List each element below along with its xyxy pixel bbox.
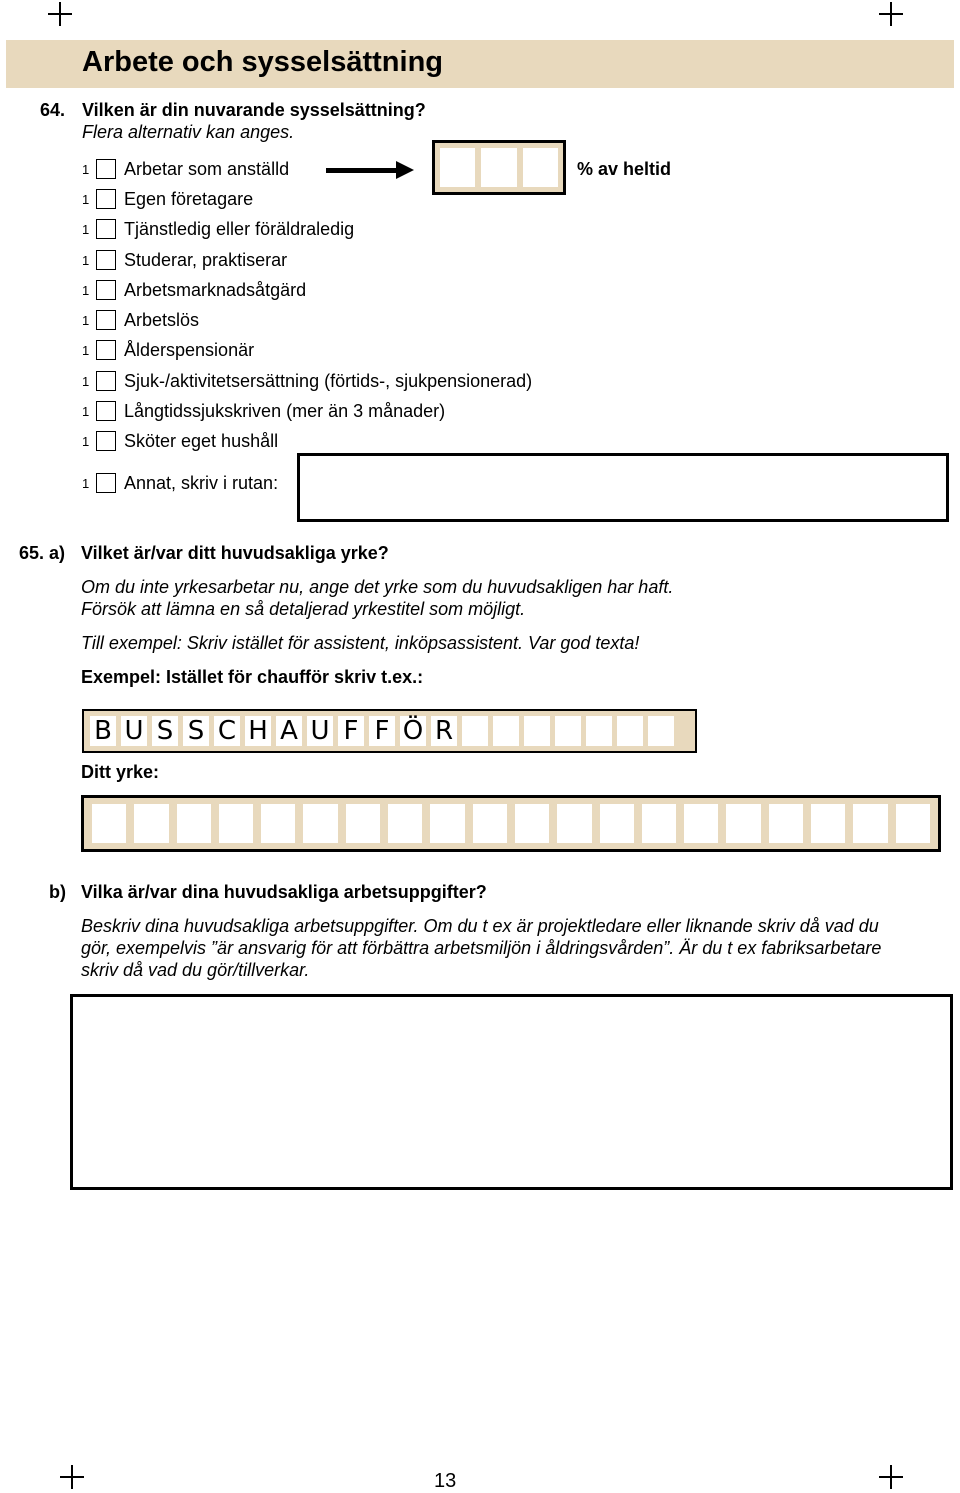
example-letter: S <box>183 716 209 746</box>
example-letter <box>555 716 581 746</box>
question-65a-help-1: Om du inte yrkesarbetar nu, ange det yrke som du huvudsakligen har haft. <box>81 577 674 597</box>
percent-digit-cell[interactable] <box>523 148 558 187</box>
question-64-number: 64. <box>40 100 66 120</box>
occupation-letter-cell[interactable] <box>346 804 380 843</box>
checkbox-studying[interactable] <box>96 250 116 270</box>
example-letter <box>524 716 550 746</box>
occupation-input[interactable] <box>81 795 941 852</box>
option-code: 1 <box>82 282 90 298</box>
percent-fulltime-input[interactable] <box>432 140 566 195</box>
percent-digit-cell[interactable] <box>481 148 516 187</box>
question-65b-help-3: skriv då vad du gör/tillverkar. <box>81 960 310 980</box>
arrow-right-icon <box>396 161 414 179</box>
example-letter: F <box>369 716 395 746</box>
option-disability-pension <box>82 368 532 394</box>
option-label: Långtidssjukskriven (mer än 3 månader) <box>124 400 446 421</box>
occupation-letter-cell[interactable] <box>769 804 803 843</box>
option-code: 1 <box>82 342 90 358</box>
option-other <box>82 470 278 496</box>
option-label: Studerar, praktiserar <box>124 249 288 270</box>
example-letter <box>617 716 643 746</box>
arrow-icon-shaft <box>326 168 398 173</box>
occupation-letter-cell[interactable] <box>177 804 211 843</box>
occupation-letter-cell[interactable] <box>430 804 464 843</box>
option-unemployed <box>82 307 199 333</box>
question-65a-help-2: Försök att lämna en så detaljerad yrkestitel som möjligt. <box>81 599 526 619</box>
checkbox-disability-pension[interactable] <box>96 371 116 391</box>
occupation-letter-cell[interactable] <box>642 804 676 843</box>
checkbox-long-term-sick[interactable] <box>96 401 116 421</box>
occupation-letter-cell[interactable] <box>92 804 126 843</box>
example-letter: Ö <box>400 716 426 746</box>
occupation-letter-cell[interactable] <box>600 804 634 843</box>
option-code: 1 <box>82 373 90 389</box>
option-code: 1 <box>82 475 90 491</box>
option-label: Arbetsmarknadsåtgärd <box>124 279 307 300</box>
checkbox-unemployed[interactable] <box>96 310 116 330</box>
option-code: 1 <box>82 312 90 328</box>
checkbox-self-employed[interactable] <box>96 189 116 209</box>
occupation-letter-cell[interactable] <box>726 804 760 843</box>
checkbox-household[interactable] <box>96 431 116 451</box>
occupation-letter-cell[interactable] <box>219 804 253 843</box>
crop-mark-top-left <box>48 2 72 26</box>
option-label: Tjänstledig eller föräldraledig <box>124 218 355 239</box>
example-letter: S <box>152 716 178 746</box>
occupation-letter-cell[interactable] <box>473 804 507 843</box>
work-tasks-textarea[interactable] <box>70 994 953 1190</box>
example-letter: B <box>90 716 116 746</box>
example-letter <box>493 716 519 746</box>
option-retired <box>82 337 254 363</box>
example-occupation-boxes <box>82 709 697 753</box>
occupation-letter-cell[interactable] <box>896 804 930 843</box>
question-65a-number: 65. a) <box>19 543 66 563</box>
option-leave <box>82 216 354 242</box>
option-code: 1 <box>82 403 90 419</box>
option-long-term-sick <box>82 398 445 424</box>
example-letter <box>586 716 612 746</box>
occupation-letter-cell[interactable] <box>684 804 718 843</box>
option-label: Arbetar som anställd <box>124 158 290 179</box>
occupation-letter-cell[interactable] <box>811 804 845 843</box>
example-letter: R <box>431 716 457 746</box>
example-label: Exempel: Istället för chaufför skriv t.ex.: <box>81 667 424 687</box>
option-label: Sköter eget hushåll <box>124 430 279 451</box>
your-occupation-label: Ditt yrke: <box>81 762 160 782</box>
option-label: Ålderspensionär <box>124 339 255 360</box>
option-self-employed <box>82 186 253 212</box>
page-number: 13 <box>434 1470 457 1492</box>
option-household <box>82 428 278 454</box>
question-65a-text: Vilket är/var ditt huvudsakliga yrke? <box>81 543 389 563</box>
option-label: Arbetslös <box>124 309 200 330</box>
question-65b-help-2: gör, exempelvis ”är ansvarig för att förbättra arbetsmiljön i åldringsvården”. Är du t ex fabriksarbetare <box>81 938 882 958</box>
option-label: Egen företagare <box>124 188 254 209</box>
option-label: Annat, skriv i rutan: <box>124 472 279 493</box>
option-code: 1 <box>82 252 90 268</box>
example-letter: U <box>307 716 333 746</box>
crop-mark-bottom-left <box>60 1465 84 1489</box>
option-code: 1 <box>82 161 90 177</box>
option-code: 1 <box>82 191 90 207</box>
checkbox-labour-market-measure[interactable] <box>96 280 116 300</box>
example-letter <box>462 716 488 746</box>
other-text-input[interactable] <box>297 453 949 522</box>
example-letter: A <box>276 716 302 746</box>
occupation-letter-cell[interactable] <box>261 804 295 843</box>
section-title: Arbete och sysselsättning <box>82 46 443 78</box>
occupation-letter-cell[interactable] <box>303 804 337 843</box>
checkbox-retired[interactable] <box>96 340 116 360</box>
question-65b-number: b) <box>49 882 66 902</box>
occupation-letter-cell[interactable] <box>853 804 887 843</box>
occupation-letter-cell[interactable] <box>557 804 591 843</box>
example-letter <box>648 716 674 746</box>
option-labour-market-measure <box>82 277 306 303</box>
checkbox-other[interactable] <box>96 473 116 493</box>
crop-mark-bottom-right <box>879 1465 903 1489</box>
question-65b-text: Vilka är/var dina huvudsakliga arbetsuppgifter? <box>81 882 487 902</box>
option-code: 1 <box>82 433 90 449</box>
option-label: Sjuk-/aktivitetsersättning (förtids-, sjukpensionerad) <box>124 370 533 391</box>
checkbox-employed[interactable] <box>96 159 116 179</box>
percent-digit-cell[interactable] <box>440 148 475 187</box>
example-letter: F <box>338 716 364 746</box>
percent-fulltime-label: % av heltid <box>577 159 672 179</box>
example-letter: C <box>214 716 240 746</box>
example-letter: U <box>121 716 147 746</box>
occupation-letter-cell[interactable] <box>388 804 422 843</box>
crop-mark-top-right <box>879 2 903 26</box>
occupation-letter-cell[interactable] <box>134 804 168 843</box>
question-65b-help-1: Beskriv dina huvudsakliga arbetsuppgifter. Om du t ex är projektledare eller liknande skriv då vad du <box>81 916 879 936</box>
option-code: 1 <box>82 221 90 237</box>
question-65a-help-3: Till exempel: Skriv istället för assistent, inköpsassistent. Var god texta! <box>81 633 640 653</box>
option-employed <box>82 156 289 182</box>
occupation-letter-cell[interactable] <box>515 804 549 843</box>
option-studying <box>82 247 287 273</box>
checkbox-leave[interactable] <box>96 219 116 239</box>
question-64-instruction: Flera alternativ kan anges. <box>82 122 295 142</box>
example-letter: H <box>245 716 271 746</box>
question-64-text: Vilken är din nuvarande sysselsättning? <box>82 100 426 120</box>
